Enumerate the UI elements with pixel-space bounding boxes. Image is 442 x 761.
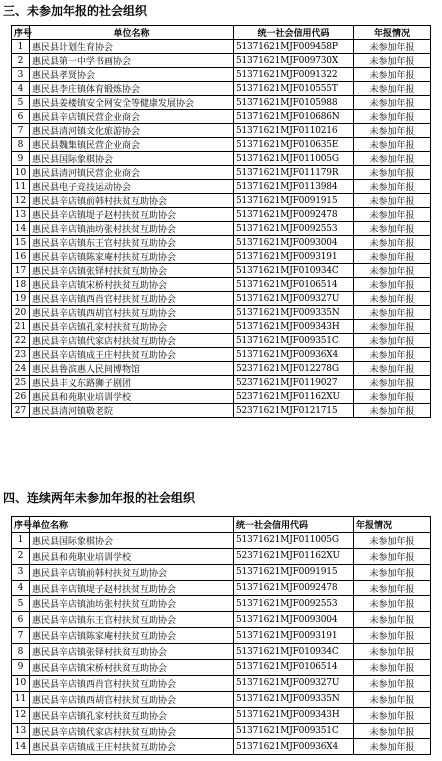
row-number: 26 [12, 390, 30, 404]
table-row [12, 390, 431, 404]
row-number: 3 [12, 564, 30, 580]
table-row [12, 180, 431, 194]
report-status: 未参加年报 [354, 236, 431, 250]
org-name: 惠民县辛店镇油坊张村扶贫互助协会 [30, 596, 234, 612]
row-number: 17 [12, 264, 30, 278]
row-number: 15 [12, 236, 30, 250]
report-status: 未参加年报 [354, 320, 431, 334]
table-row [12, 723, 431, 739]
header-report-status: 年报情况 [354, 517, 431, 533]
credit-code: 52371621MJF012278G [234, 362, 354, 376]
table-row [12, 596, 431, 612]
credit-code: 51371621MJF00936X4 [234, 739, 354, 755]
row-number: 4 [12, 580, 30, 596]
credit-code: 51371621MJF009327U [234, 675, 354, 691]
credit-code: 51371621MJF0093004 [234, 612, 354, 628]
credit-code: 51371621MJF0110216 [234, 124, 354, 138]
report-status: 未参加年报 [354, 222, 431, 236]
row-number: 9 [12, 152, 30, 166]
table-row [12, 660, 431, 676]
row-number: 12 [12, 194, 30, 208]
org-name: 惠民县李庄镇体育锻炼协会 [30, 82, 234, 96]
report-status: 未参加年报 [354, 278, 431, 292]
credit-code: 51371621MJF011005G [234, 532, 354, 548]
row-number: 2 [12, 548, 30, 564]
header-org-name: 单位名称 [30, 26, 234, 40]
row-number: 16 [12, 250, 30, 264]
report-status: 未参加年报 [354, 194, 431, 208]
report-status: 未参加年报 [354, 138, 431, 152]
credit-code: 51371621MJF0105988 [234, 96, 354, 110]
table-row [12, 208, 431, 222]
table-row [12, 580, 431, 596]
report-status: 未参加年报 [354, 660, 431, 676]
row-number: 1 [12, 40, 30, 54]
report-status: 未参加年报 [354, 334, 431, 348]
credit-code: 51371621MJF009335N [234, 306, 354, 320]
credit-code: 51371621MJF010686N [234, 110, 354, 124]
org-name: 惠民县辛店镇前韩村扶贫互助协会 [30, 564, 234, 580]
credit-code: 51371621MJF0106514 [234, 660, 354, 676]
report-status: 未参加年报 [354, 124, 431, 138]
table-row [12, 362, 431, 376]
header-credit-code: 统一社会信用代码 [234, 517, 354, 533]
credit-code: 51371621MJF0093004 [234, 236, 354, 250]
table-row [12, 612, 431, 628]
header-number: 序号 [12, 517, 30, 533]
org-name: 惠民县清河镇敬老院 [30, 404, 234, 418]
row-number: 5 [12, 596, 30, 612]
table-row [12, 548, 431, 564]
report-status: 未参加年报 [354, 707, 431, 723]
org-name: 惠民县辛店镇堤子赵村扶贫互助协会 [30, 208, 234, 222]
report-status: 未参加年报 [354, 250, 431, 264]
row-number: 23 [12, 348, 30, 362]
report-status: 未参加年报 [354, 390, 431, 404]
section-title-two-years-unreported: 四、连续两年未参加年报的社会组织 [3, 491, 196, 505]
org-name: 惠民县辛店镇代家店村扶贫互助协会 [30, 723, 234, 739]
report-status: 未参加年报 [354, 208, 431, 222]
report-status: 未参加年报 [354, 166, 431, 180]
org-name: 惠民县鲁滨惠人民间博物馆 [30, 362, 234, 376]
row-number: 10 [12, 166, 30, 180]
table-row [12, 68, 431, 82]
org-name: 惠民县辛店镇宋桥村扶贫互助协会 [30, 660, 234, 676]
table-row [12, 236, 431, 250]
table-row [12, 138, 431, 152]
org-name: 惠民县辛店镇油坊张村扶贫互助协会 [30, 222, 234, 236]
org-name: 惠民县辛店镇陈家庵村扶贫互助协会 [30, 628, 234, 644]
credit-code: 51371621MJF009458P [234, 40, 354, 54]
table-row [12, 675, 431, 691]
report-status: 未参加年报 [354, 596, 431, 612]
credit-code: 51371621MJF009343H [234, 707, 354, 723]
row-number: 7 [12, 628, 30, 644]
credit-code: 52371621MJF0119027 [234, 376, 354, 390]
report-status: 未参加年报 [354, 723, 431, 739]
org-name: 惠民县孝贤协会 [30, 68, 234, 82]
org-name: 惠民县第一中学书画协会 [30, 54, 234, 68]
row-number: 7 [12, 124, 30, 138]
row-number: 22 [12, 334, 30, 348]
org-name: 惠民县辛店镇成王庄村扶贫互助协会 [30, 739, 234, 755]
credit-code: 51371621MJF009351C [234, 723, 354, 739]
row-number: 20 [12, 306, 30, 320]
org-name: 惠民县辛店镇宋桥村扶贫互助协会 [30, 278, 234, 292]
report-status: 未参加年报 [354, 348, 431, 362]
table-row [12, 306, 431, 320]
org-name: 惠民县辛店镇张铎村扶贫互助协会 [30, 264, 234, 278]
org-name: 惠民县辛店镇堤子赵村扶贫互助协会 [30, 580, 234, 596]
org-name: 惠民县和苑职业培训学校 [30, 390, 234, 404]
table-row [12, 739, 431, 755]
report-status: 未参加年报 [354, 152, 431, 166]
credit-code: 51371621MJF0093191 [234, 628, 354, 644]
table-header-row [12, 26, 431, 40]
unreported-organizations-table [11, 25, 431, 418]
row-number: 25 [12, 376, 30, 390]
credit-code: 51371621MJF0091915 [234, 194, 354, 208]
credit-code: 51371621MJF0092478 [234, 580, 354, 596]
report-status: 未参加年报 [354, 180, 431, 194]
credit-code: 51371621MJF0093191 [234, 250, 354, 264]
credit-code: 51371621MJF010635E [234, 138, 354, 152]
table-row [12, 348, 431, 362]
credit-code: 51371621MJF010555T [234, 82, 354, 96]
org-name: 惠民县辛店镇西肖官村扶贫互助协会 [30, 675, 234, 691]
credit-code: 51371621MJF0106514 [234, 278, 354, 292]
org-name: 惠民县辛店镇东王官村扶贫互助协会 [30, 612, 234, 628]
org-name: 惠民县辛店镇西胡官村扶贫互助协会 [30, 691, 234, 707]
row-number: 12 [12, 707, 30, 723]
table-row [12, 82, 431, 96]
table-row [12, 250, 431, 264]
table-row [12, 110, 431, 124]
row-number: 6 [12, 612, 30, 628]
org-name: 惠民县辛店镇民营企业商会 [30, 110, 234, 124]
table-header-row [12, 517, 431, 533]
report-status: 未参加年报 [354, 612, 431, 628]
table-row [12, 124, 431, 138]
org-name: 惠民县清河镇民营企业商会 [30, 166, 234, 180]
report-status: 未参加年报 [354, 96, 431, 110]
table-row [12, 334, 431, 348]
row-number: 14 [12, 739, 30, 755]
credit-code: 52371621MJF01162XU [234, 548, 354, 564]
section-title-unreported: 三、未参加年报的社会组织 [3, 4, 148, 18]
org-name: 惠民县辛店镇西胡官村扶贫互助协会 [30, 306, 234, 320]
row-number: 9 [12, 660, 30, 676]
report-status: 未参加年报 [354, 628, 431, 644]
table-row [12, 628, 431, 644]
row-number: 8 [12, 644, 30, 660]
table-row [12, 404, 431, 418]
report-status: 未参加年报 [354, 40, 431, 54]
row-number: 24 [12, 362, 30, 376]
credit-code: 51371621MJF0092553 [234, 222, 354, 236]
org-name: 惠民县辛店镇成王庄村扶贫互助协会 [30, 348, 234, 362]
report-status: 未参加年报 [354, 532, 431, 548]
credit-code: 51371621MJF009343H [234, 320, 354, 334]
report-status: 未参加年报 [354, 82, 431, 96]
row-number: 6 [12, 110, 30, 124]
row-number: 3 [12, 68, 30, 82]
row-number: 10 [12, 675, 30, 691]
org-name: 惠民县国际象棋协会 [30, 152, 234, 166]
org-name: 惠民县魏集镇民营企业商会 [30, 138, 234, 152]
credit-code: 51371621MJF0091322 [234, 68, 354, 82]
row-number: 8 [12, 138, 30, 152]
org-name: 惠民县姜楼镇安全网安全等健康发展协会 [30, 96, 234, 110]
org-name: 惠民县辛店镇前韩村扶贫互助协会 [30, 194, 234, 208]
table-row [12, 278, 431, 292]
credit-code: 51371621MJF011005G [234, 152, 354, 166]
report-status: 未参加年报 [354, 404, 431, 418]
table-row [12, 691, 431, 707]
report-status: 未参加年报 [354, 264, 431, 278]
table-row [12, 320, 431, 334]
table-row [12, 376, 431, 390]
table-row [12, 564, 431, 580]
table-row [12, 194, 431, 208]
report-status: 未参加年报 [354, 54, 431, 68]
org-name: 惠民县清河镇文化旅游协会 [30, 124, 234, 138]
credit-code: 51371621MJF009351C [234, 334, 354, 348]
credit-code: 51371621MJF0092553 [234, 596, 354, 612]
report-status: 未参加年报 [354, 548, 431, 564]
credit-code: 52371621MJF01162XU [234, 390, 354, 404]
row-number: 14 [12, 222, 30, 236]
org-name: 惠民县辛店镇孔家村扶贫互助协会 [30, 707, 234, 723]
report-status: 未参加年报 [354, 739, 431, 755]
org-name: 惠民县计划生育协会 [30, 40, 234, 54]
credit-code: 51371621MJF009335N [234, 691, 354, 707]
row-number: 19 [12, 292, 30, 306]
credit-code: 52371621MJF0121715 [234, 404, 354, 418]
row-number: 4 [12, 82, 30, 96]
row-number: 11 [12, 691, 30, 707]
table-row [12, 96, 431, 110]
table-row [12, 166, 431, 180]
credit-code: 51371621MJF00936X4 [234, 348, 354, 362]
credit-code: 51371621MJF010934C [234, 644, 354, 660]
credit-code: 51371621MJF010934C [234, 264, 354, 278]
report-status: 未参加年报 [354, 564, 431, 580]
table-row [12, 152, 431, 166]
org-name: 惠民县辛店镇西肖官村扶贫互助协会 [30, 292, 234, 306]
row-number: 21 [12, 320, 30, 334]
credit-code: 51371621MJF009730X [234, 54, 354, 68]
report-status: 未参加年报 [354, 675, 431, 691]
header-org-name: 单位名称 [30, 517, 234, 533]
header-credit-code: 统一社会信用代码 [234, 26, 354, 40]
table-row [12, 532, 431, 548]
row-number: 1 [12, 532, 30, 548]
org-name: 惠民县辛店镇张铎村扶贫互助协会 [30, 644, 234, 660]
report-status: 未参加年报 [354, 68, 431, 82]
table-row [12, 222, 431, 236]
report-status: 未参加年报 [354, 644, 431, 660]
row-number: 27 [12, 404, 30, 418]
org-name: 惠民县辛店镇孔家村扶贫互助协会 [30, 320, 234, 334]
org-name: 惠民县电子竞技运动协会 [30, 180, 234, 194]
report-status: 未参加年报 [354, 580, 431, 596]
org-name: 惠民县和苑职业培训学校 [30, 548, 234, 564]
table-row [12, 54, 431, 68]
row-number: 2 [12, 54, 30, 68]
row-number: 18 [12, 278, 30, 292]
row-number: 5 [12, 96, 30, 110]
row-number: 11 [12, 180, 30, 194]
header-report-status: 年报情况 [354, 26, 431, 40]
table-body [12, 40, 431, 418]
two-years-unreported-organizations-table [11, 516, 431, 755]
row-number: 13 [12, 208, 30, 222]
report-status: 未参加年报 [354, 306, 431, 320]
org-name: 惠民县辛店镇东王官村扶贫互助协会 [30, 236, 234, 250]
table-row [12, 644, 431, 660]
table-body [12, 532, 431, 754]
report-status: 未参加年报 [354, 362, 431, 376]
org-name: 惠民县丰义东路狮子剧团 [30, 376, 234, 390]
table-row [12, 292, 431, 306]
org-name: 惠民县辛店镇陈家庵村扶贫互助协会 [30, 250, 234, 264]
credit-code: 51371621MJF0091915 [234, 564, 354, 580]
org-name: 惠民县辛店镇代家店村扶贫互助协会 [30, 334, 234, 348]
report-status: 未参加年报 [354, 292, 431, 306]
credit-code: 51371621MJF0113984 [234, 180, 354, 194]
report-status: 未参加年报 [354, 691, 431, 707]
row-number: 13 [12, 723, 30, 739]
credit-code: 51371621MJF009327U [234, 292, 354, 306]
table-row [12, 264, 431, 278]
table-row [12, 40, 431, 54]
report-status: 未参加年报 [354, 110, 431, 124]
table-row [12, 707, 431, 723]
credit-code: 51371621MJF011179R [234, 166, 354, 180]
report-status: 未参加年报 [354, 376, 431, 390]
org-name: 惠民县国际象棋协会 [30, 532, 234, 548]
header-number: 序号 [12, 26, 30, 40]
credit-code: 51371621MJF0092478 [234, 208, 354, 222]
